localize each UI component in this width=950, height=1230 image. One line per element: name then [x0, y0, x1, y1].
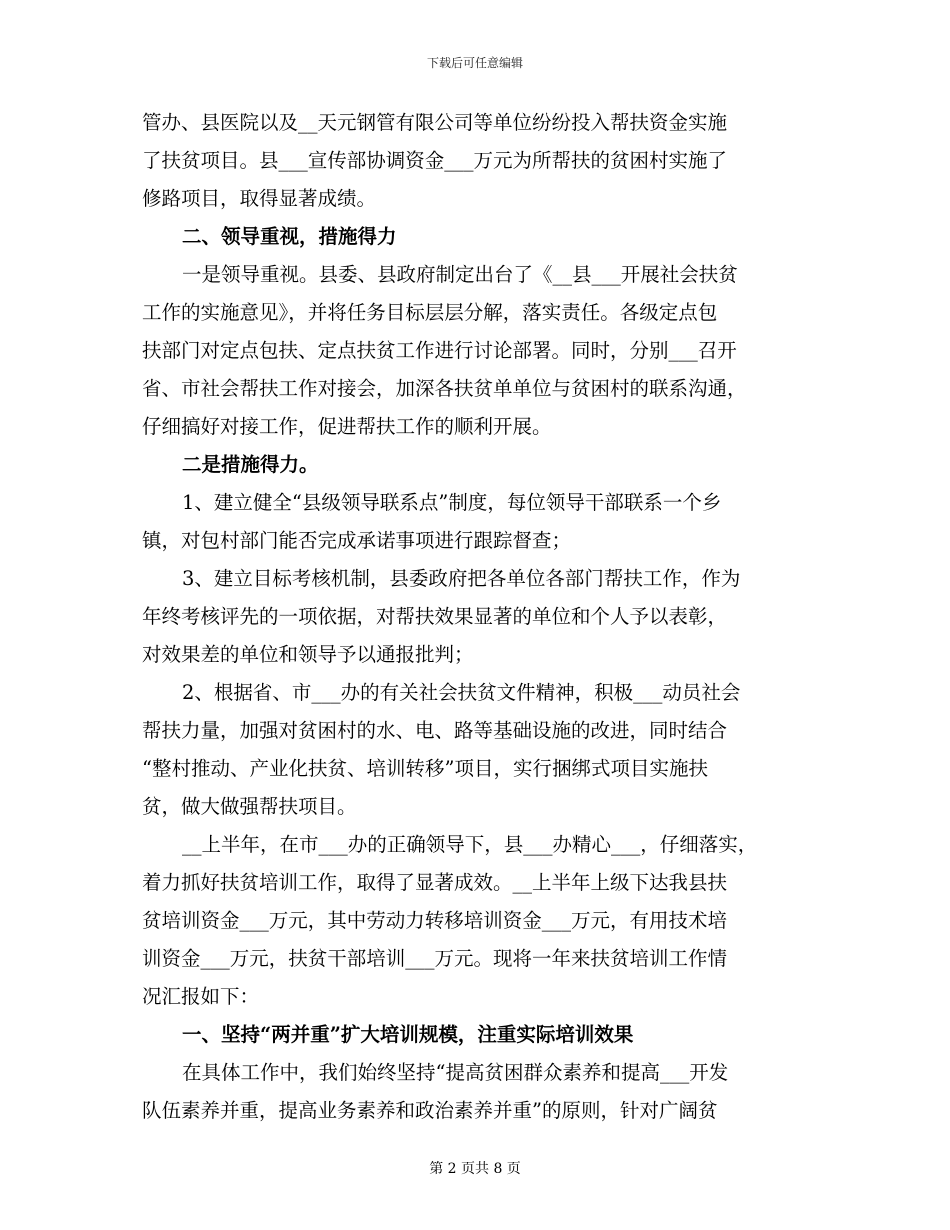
text-line: 对效果差的单位和领导予以通报批判；: [142, 643, 474, 666]
text-line: 帮扶力量，加强对贫困村的水、电、路等基础设施的改进，同时结合: [142, 719, 728, 742]
text-line: 了扶贫项目。县___宣传部协调资金___万元为所帮扶的贫困村实施了: [142, 149, 728, 172]
paragraph-start: 在具体工作中，我们始终坚持“提高贫困群众素养和提高___开发: [182, 1061, 729, 1084]
document-body: [142, 104, 817, 1130]
section-heading: 一、坚持“两并重”扩大培训规模，注重实际培训效果: [182, 1023, 634, 1046]
section-heading: 二、领导重视，措施得力: [182, 225, 397, 248]
text-line: 贫培训资金___万元，其中劳动力转移培训资金___万元，有用技术培: [142, 909, 728, 932]
text-line: 着力抓好扶贫培训工作，取得了显著成效。__上半年上级下达我县扶: [142, 871, 728, 894]
paragraph-start: 2、根据省、市___办的有关社会扶贫文件精神，积极___动员社会: [182, 681, 741, 704]
text-line: 省、市社会帮扶工作对接会，加深各扶贫单单位与贫困村的联系沟通，: [142, 377, 747, 400]
text-line: 修路项目，取得显著成绩。: [142, 187, 377, 210]
text-line: 仔细搞好对接工作，促进帮扶工作的顺利开展。: [142, 415, 552, 438]
text-line: 工作的实施意见》，并将任务目标层层分解，落实责任。各级定点包: [142, 301, 718, 324]
text-line: 队伍素养并重，提高业务素养和政治素养并重”的原则，针对广阔贫: [142, 1099, 718, 1122]
page-header: 下载后可任意编辑: [426, 56, 523, 70]
text-line: 贫，做大做强帮扶项目。: [142, 795, 357, 818]
text-line: 镇，对包村部门能否完成承诺事项进行跟踪督查；: [142, 529, 572, 552]
text-line: 扶部门对定点包扶、定点扶贫工作进行讨论部署。同时，分别___召开: [142, 339, 737, 362]
sub-heading: 二是措施得力。: [182, 453, 319, 476]
text-line: 管办、县医院以及__天元钢管有限公司等单位纷纷投入帮扶资金实施: [142, 111, 728, 134]
text-line: 况汇报如下：: [142, 985, 260, 1008]
paragraph-start: __上半年，在市___办的正确领导下，县___办精心___，仔细落实，: [182, 833, 758, 856]
text-line: 年终考核评先的一项依据，对帮扶效果显著的单位和个人予以表彰，: [142, 605, 728, 628]
text-line: “整村推动、产业化扶贫、培训转移”项目，实行捆绑式项目实施扶: [142, 757, 708, 780]
page-footer: 第 2 页共 8 页: [429, 1161, 521, 1177]
paragraph-start: 1、建立健全“县级领导联系点”制度，每位领导干部联系一个乡: [182, 491, 722, 514]
paragraph-start: 3、建立目标考核机制，县委政府把各单位各部门帮扶工作，作为: [182, 567, 741, 590]
paragraph-start: 一是领导重视。县委、县政府制定出台了《__县___开展社会扶贫: [182, 263, 738, 286]
text-line: 训资金___万元，扶贫干部培训___万元。现将一年来扶贫培训工作情: [142, 947, 728, 970]
